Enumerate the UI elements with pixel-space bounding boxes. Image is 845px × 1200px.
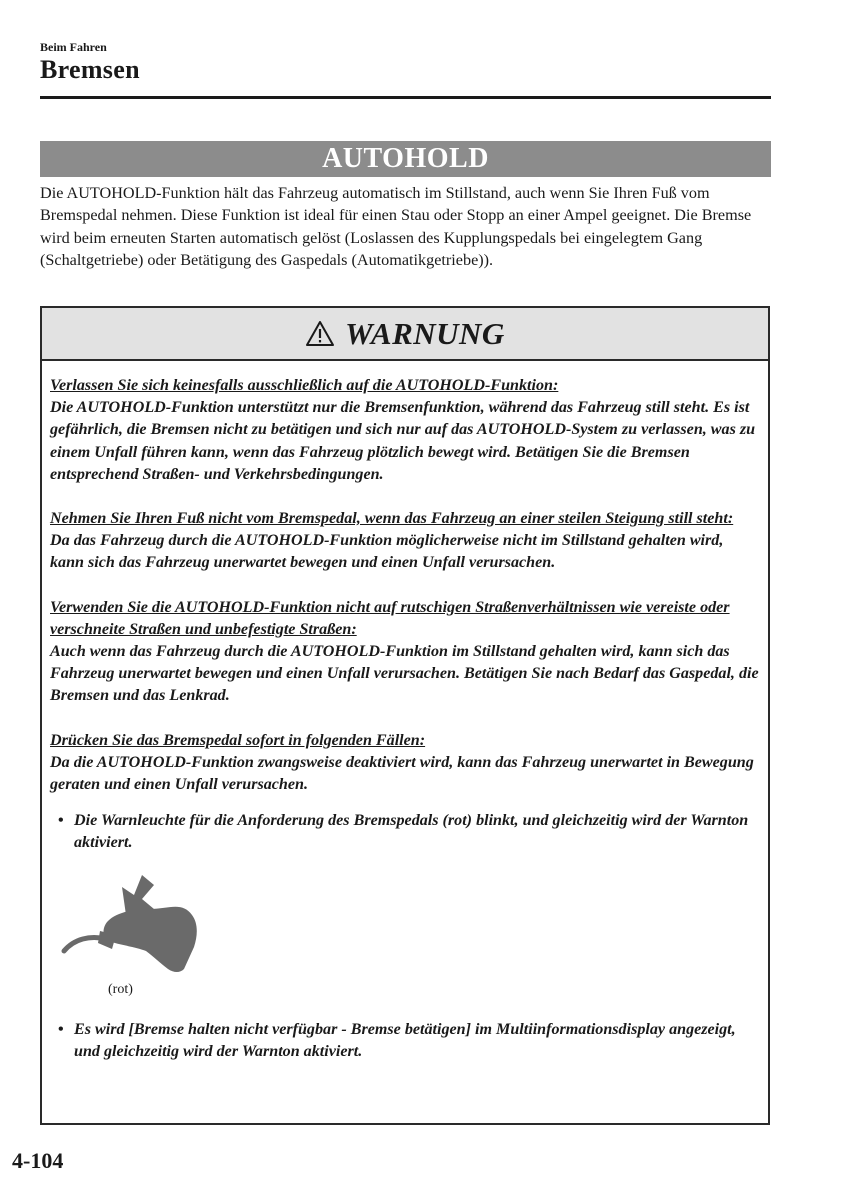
warning-item-heading: Drücken Sie das Bremspedal sofort in folgenden Fällen: (50, 731, 426, 749)
warning-item-text: Auch wenn das Fahrzeug durch die AUTOHOLD-Funktion im Stillstand gehalten wird, kann sich das Fahrzeug unerwartet bewegen und einen Unfall verursachen. Betätigen Sie nach Bedarf das Gaspedal, die Bremsen und das Lenkrad. (50, 643, 759, 705)
bullet-text: Es wird [Bremse halten nicht verfügbar - Bremse betätigen] im Multiinformationsdisplay angezeigt, und gleichzeitig wird der Warnton aktiviert. (74, 1020, 736, 1060)
page-title: Bremsen (40, 55, 140, 84)
warning-item-text: Die AUTOHOLD-Funktion unterstützt nur die Bremsenfunktion, während das Fahrzeug still steht. Es ist gefährlich, die Bremsen nicht zu betätigen und sich nur auf das AUTOHOLD-System zu verlassen, was zu einem Unfall führen kann, wenn das Fahrzeug plötzlich bewegt wird. Betätigen Sie die Bremsen entsprechend Straßen- und Verkehrsbedingungen. (50, 399, 756, 483)
breadcrumb: Beim Fahren (40, 40, 107, 54)
warning-item-heading: Verlassen Sie sich keinesfalls ausschließlich auf die AUTOHOLD-Funktion: (50, 377, 559, 394)
intro-paragraph: Die AUTOHOLD-Funktion hält das Fahrzeug automatisch im Stillstand, auch wenn Sie Ihren Fuß vom Bremspedal nehmen. Diese Funktion ist ideal für einen Stau oder Stopp an einer Ampel geeignet. Die Bremse wird beim erneuten Starten automatisch gelöst (Loslassen des Kupplungspedals bei eingelegtem Gang (Schaltgetriebe) oder Betätigung des Gaspedals (Automatikgetriebe)). (40, 184, 752, 270)
title-divider (40, 96, 771, 99)
warning-title: WARNUNG (345, 315, 505, 351)
warning-item-text: Da das Fahrzeug durch die AUTOHOLD-Funktion möglicherweise nicht im Stillstand gehalten wird, kann sich das Fahrzeug unerwartet bewegen und einen Unfall verursachen. (50, 532, 724, 572)
warning-body (42, 361, 768, 1063)
warning-box (40, 306, 770, 1125)
warning-item (50, 375, 760, 486)
warning-header (42, 308, 768, 361)
warning-item-heading: Verwenden Sie die AUTOHOLD-Funktion nicht auf rutschigen Straßenverhältnissen wie vereiste oder verschneite Straßen und unbefestigte Straßen: (50, 598, 730, 638)
warning-item-text: Da die AUTOHOLD-Funktion zwangsweise deaktiviert wird, kann das Fahrzeug unerwartet in Bewegung geraten und einen Unfall verursachen. (50, 753, 754, 794)
page-number: 4-104 (12, 1148, 64, 1173)
brake-pedal-illustration (50, 869, 760, 1019)
warning-item-heading: Nehmen Sie Ihren Fuß nicht vom Bremspedal, wenn das Fahrzeug an einer steilen Steigung still steht: (50, 510, 734, 528)
warning-item (50, 730, 760, 797)
illustration-caption: (rot) (108, 981, 133, 997)
bullet-symbol: • (58, 1020, 64, 1038)
warning-triangle-icon (305, 320, 335, 347)
bullet-text: Die Warnleuchte für die Anforderung des Bremspedals (rot) blinkt, und gleichzeitig wird der Warnton aktiviert. (74, 812, 749, 852)
bullet-symbol: • (58, 812, 64, 830)
section-title: AUTOHOLD (40, 141, 771, 177)
brake-pedal-warning-icon (56, 869, 206, 979)
warning-item (50, 508, 760, 575)
warning-item (50, 597, 760, 708)
bullet-item (50, 810, 760, 854)
bullet-item (50, 1019, 760, 1063)
